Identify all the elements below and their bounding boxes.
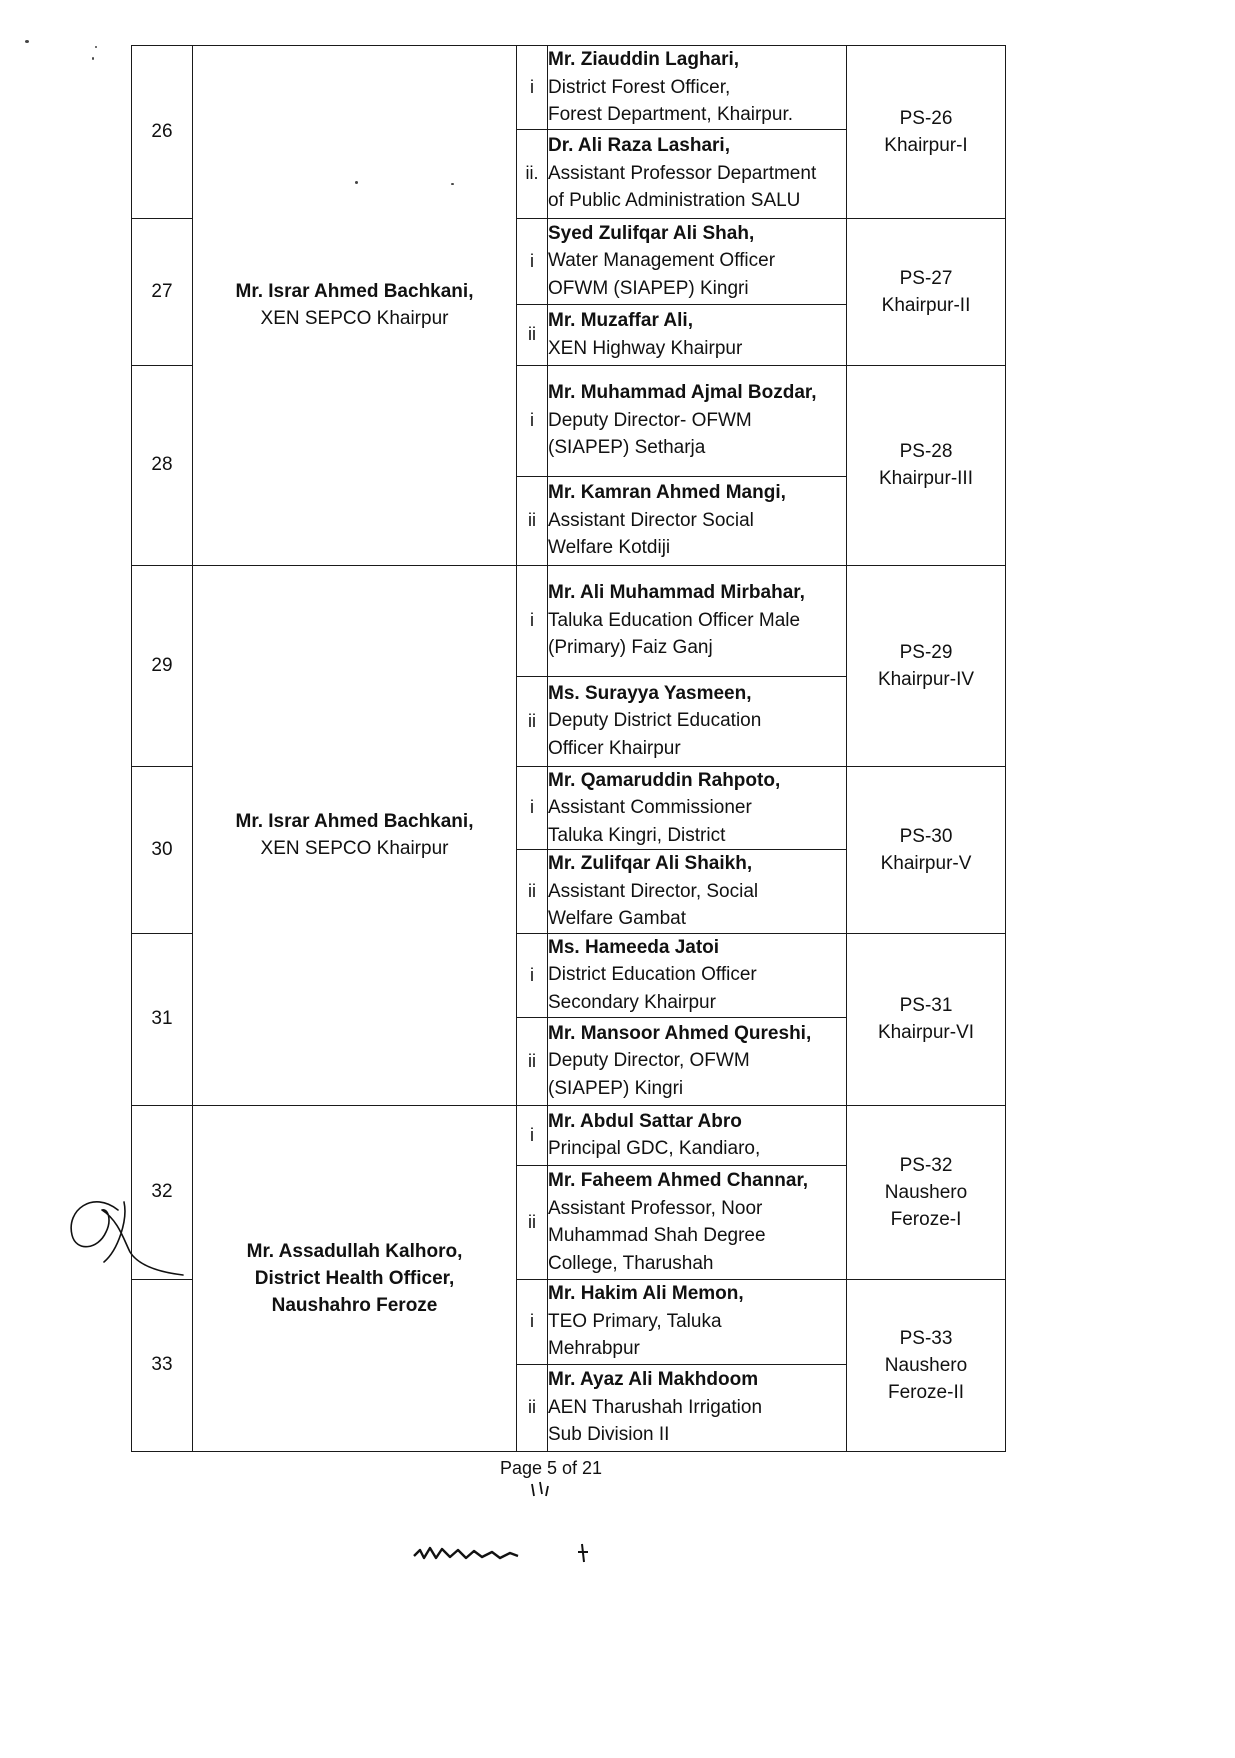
table-row — [132, 46, 1006, 130]
page-number: Page 5 of 21 — [499, 1458, 603, 1478]
scan-speck — [355, 181, 358, 184]
nomination-table — [131, 45, 1006, 1452]
constituency-name: Khairpur-IV — [877, 668, 975, 690]
nominee-name: Dr. Ali Raza Lashari, — [548, 135, 730, 157]
nominee-cell — [548, 1279, 847, 1364]
constituency-code: PS-30 — [899, 825, 953, 847]
presiding-officer-title: XEN SEPCO Khairpur — [260, 838, 449, 859]
constituency-cell — [847, 1279, 1006, 1451]
scan-speck — [25, 40, 29, 43]
nominee-detail: Assistant Professor Department — [548, 162, 817, 184]
nominee-detail: Principal GDC, Kandiaro, — [548, 1138, 761, 1159]
nominee-name: Ms. Hameeda Jatoi — [548, 936, 720, 958]
constituency-code: PS-27 — [899, 267, 953, 289]
nominee-detail: Muhammad Shah Degree — [548, 1225, 766, 1246]
serial-number: 30 — [132, 766, 193, 933]
nominee-detail: Taluka Education Officer Male — [548, 609, 801, 631]
constituency-name: Khairpur-III — [879, 468, 973, 489]
nominee-name: Mr. Mansoor Ahmed Qureshi, — [548, 1022, 812, 1044]
serial-number: 33 — [132, 1279, 193, 1451]
constituency-name: Feroze-I — [890, 1208, 962, 1230]
roman-index: i — [517, 933, 548, 1017]
constituency-name: Khairpur-II — [881, 294, 971, 316]
nominee-cell — [548, 1105, 847, 1165]
constituency-cell — [847, 766, 1006, 933]
roman-index: ii — [517, 1017, 548, 1105]
nominee-cell — [548, 1165, 847, 1279]
nominee-detail: Assistant Professor, Noor — [548, 1197, 763, 1219]
nominee-detail: of Public Administration SALU — [548, 190, 801, 212]
presiding-officer-cell — [193, 1105, 517, 1451]
nominee-name: Ms. Surayya Yasmeen, — [548, 682, 752, 704]
constituency-cell — [847, 933, 1006, 1105]
nominee-detail: District Forest Officer, — [548, 76, 731, 98]
roman-index: i — [517, 1279, 548, 1364]
constituency-name: Khairpur-I — [884, 134, 968, 156]
roman-index: i — [517, 565, 548, 676]
nominee-cell — [548, 129, 847, 218]
constituency-name: Khairpur-V — [880, 852, 972, 874]
presiding-officer-name: Mr. Israr Ahmed Bachkani, — [235, 811, 474, 832]
roman-index: ii. — [517, 129, 548, 218]
constituency-name: Khairpur-VI — [877, 1022, 975, 1043]
nominee-detail: Welfare Gambat — [548, 908, 686, 929]
nominee-detail: (SIAPEP) Kingri — [548, 1077, 684, 1099]
nominee-detail: Deputy District Education — [548, 710, 762, 732]
roman-index: ii — [517, 676, 548, 766]
nominee-detail: (Primary) Faiz Ganj — [548, 637, 713, 659]
nominee-name: Mr. Ali Muhammad Mirbahar, — [548, 582, 805, 604]
constituency-code: PS-31 — [899, 995, 953, 1016]
scan-speck — [95, 46, 97, 48]
nominee-cell — [548, 1364, 847, 1451]
constituency-code: PS-29 — [899, 641, 953, 663]
nominee-detail: Assistant Director Social — [548, 509, 754, 531]
roman-index: ii — [517, 1165, 548, 1279]
serial-number: 26 — [132, 46, 193, 219]
constituency-cell — [847, 46, 1006, 219]
nominee-cell — [548, 218, 847, 304]
nominee-detail: Secondary Khairpur — [548, 991, 716, 1013]
nominee-cell — [548, 766, 847, 850]
nominee-detail: Welfare Kotdiji — [548, 537, 671, 559]
constituency-code: PS-33 — [899, 1327, 953, 1349]
nominee-cell — [548, 365, 847, 476]
nominee-name: Mr. Kamran Ahmed Mangi, — [548, 482, 786, 504]
constituency-cell — [847, 218, 1006, 365]
nominee-name: Mr. Ayaz Ali Makhdoom — [548, 1369, 759, 1391]
presiding-officer-name: Mr. Assadullah Kalhoro, — [246, 1240, 463, 1262]
serial-number: 31 — [132, 933, 193, 1105]
serial-number: 29 — [132, 565, 193, 766]
nominee-detail: Water Management Officer — [548, 250, 776, 272]
nominee-name: Mr. Hakim Ali Memon, — [548, 1283, 744, 1305]
constituency-cell — [847, 1105, 1006, 1279]
nominee-cell — [548, 46, 847, 130]
nominee-name: Mr. Muhammad Ajmal Bozdar, — [548, 382, 817, 404]
nominee-cell — [548, 676, 847, 766]
scan-speck — [451, 183, 454, 185]
nominee-cell — [548, 476, 847, 565]
nominee-detail: Mehrabpur — [548, 1338, 640, 1360]
nominee-detail: Sub Division II — [548, 1424, 670, 1446]
serial-number: 28 — [132, 365, 193, 565]
constituency-name: Naushero — [884, 1181, 968, 1203]
nominee-detail: OFWM (SIAPEP) Kingri — [548, 277, 749, 299]
constituency-code: PS-32 — [899, 1154, 953, 1176]
nominee-detail: Assistant Commissioner — [548, 797, 752, 818]
nominee-detail: TEO Primary, Taluka — [548, 1310, 722, 1332]
constituency-name: Naushero — [884, 1354, 968, 1376]
presiding-officer-title: XEN SEPCO Khairpur — [260, 308, 449, 330]
nominee-name: Syed Zulifqar Ali Shah, — [548, 222, 755, 244]
nominee-cell — [548, 1017, 847, 1105]
nominee-detail: Forest Department, Khairpur. — [548, 104, 793, 125]
roman-index: ii — [517, 304, 548, 365]
presiding-officer-cell — [193, 46, 517, 566]
constituency-cell — [847, 565, 1006, 766]
nominee-detail: (SIAPEP) Setharja — [548, 437, 706, 459]
scan-speck — [92, 57, 94, 60]
nominee-detail: District Education Officer — [548, 964, 757, 986]
nominee-cell — [548, 933, 847, 1017]
roman-index: ii — [517, 1364, 548, 1451]
nominee-detail: Deputy Director, OFWM — [548, 1050, 750, 1072]
roman-index: ii — [517, 476, 548, 565]
nominee-cell — [548, 304, 847, 365]
nominee-detail: Taluka Kingri, District — [548, 824, 726, 846]
nominee-cell — [548, 565, 847, 676]
nominee-detail: College, Tharushah — [548, 1252, 714, 1274]
roman-index: i — [517, 766, 548, 850]
roman-index: ii — [517, 850, 548, 934]
nominee-detail: AEN Tharushah Irrigation — [548, 1396, 763, 1418]
nominee-name: Mr. Muzaffar Ali, — [548, 310, 693, 331]
roman-index: i — [517, 218, 548, 304]
serial-number: 27 — [132, 218, 193, 365]
presiding-officer-title: Naushahro Feroze — [271, 1294, 438, 1316]
serial-number: 32 — [132, 1105, 193, 1279]
handwritten-initials — [58, 1180, 188, 1280]
constituency-name: Feroze-II — [887, 1381, 965, 1403]
nominee-detail: Deputy Director- OFWM — [548, 409, 752, 431]
roman-index: i — [517, 1105, 548, 1165]
roman-index: i — [517, 365, 548, 476]
nominee-name: Mr. Qamaruddin Rahpoto, — [548, 769, 781, 791]
table-row — [132, 1105, 1006, 1165]
nominee-name: Mr. Zulifqar Ali Shaikh, — [548, 853, 753, 874]
footer-mark — [526, 1478, 556, 1498]
nominee-detail: Officer Khairpur — [548, 737, 681, 759]
presiding-officer-name: Mr. Israr Ahmed Bachkani, — [235, 281, 474, 303]
nominee-detail: XEN Highway Khairpur — [548, 337, 743, 359]
bottom-scribble — [410, 1538, 600, 1566]
presiding-officer-cell — [193, 565, 517, 1105]
table-row — [132, 565, 1006, 676]
nominee-detail: Assistant Director, Social — [548, 880, 759, 902]
constituency-cell — [847, 365, 1006, 565]
constituency-code: PS-28 — [899, 441, 953, 462]
presiding-officer-title: District Health Officer, — [254, 1267, 455, 1289]
nominee-name: Mr. Abdul Sattar Abro — [548, 1110, 742, 1132]
nominee-name: Mr. Faheem Ahmed Channar, — [548, 1170, 809, 1191]
nominee-cell — [548, 850, 847, 934]
constituency-code: PS-26 — [899, 107, 953, 129]
roman-index: i — [517, 46, 548, 130]
nominee-name: Mr. Ziauddin Laghari, — [548, 49, 740, 70]
